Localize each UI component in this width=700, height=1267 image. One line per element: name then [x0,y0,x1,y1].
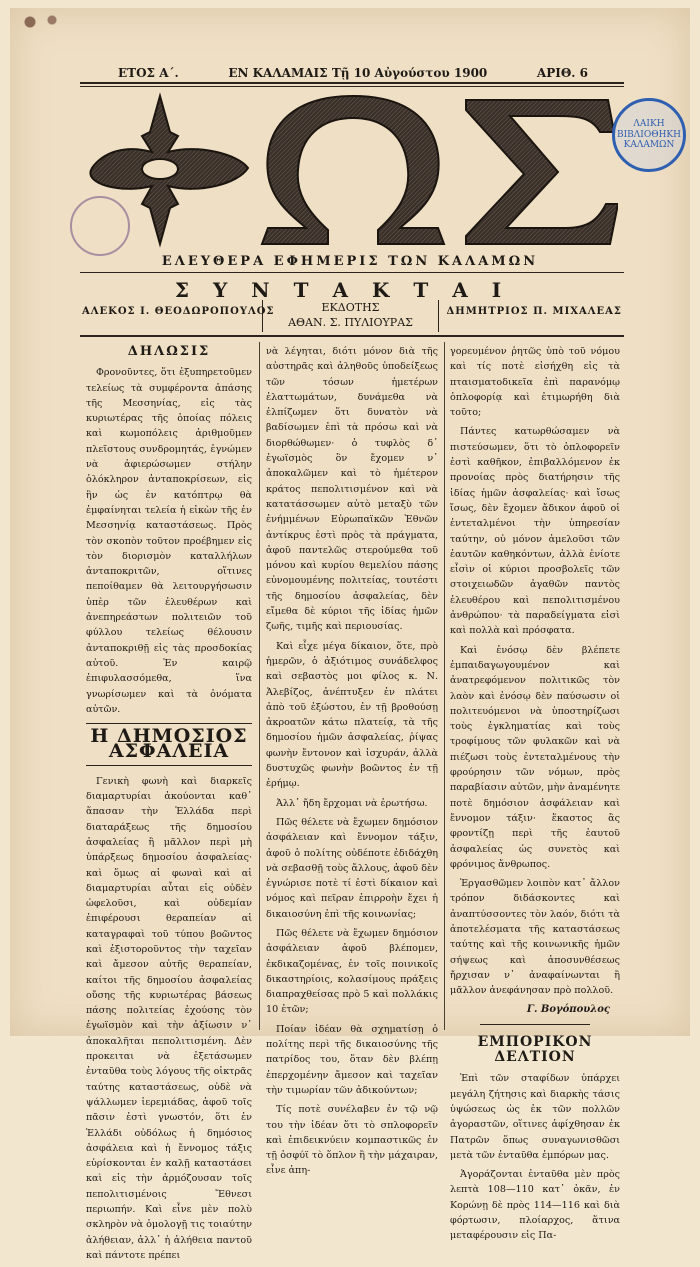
header-rule-bottom [80,86,624,87]
bulletin-title: ΕΜΠΟΡΙΚΟΝ ΔΕΛΤΙΟΝ [477,1033,593,1066]
col2-para-7: Τίς ποτὲ συνέλαβεν ἐν τῷ νῷ του τὴν ἰδέαν ὅτι τὸ σπλοφορεῖν καὶ ἐπιδεικνύειν κομπαστικῶς ἐν τῇ ὀσφύϊ τὸ ὅπλον ἢ τὴν μάχαιραν, εἶνε ἀπη- [266,1104,438,1177]
notice-title: ΔΗΛΩΣΙΣ [127,344,211,359]
col3-para-4: Ἐργασθῶμεν λοιπὸν κατ᾽ ἄλλον τρόπον διδάσκοντες καὶ ἀναπτύσσοντες τὸν λαόν, διότι τὰ ἀποτελέσματα τῆς καταστάσεως ταύτης καὶ τῆς κοινωνικῆς ἡμῶν σήψεως καὶ ἀποσυνθέσεως ἤρχισαν ν᾽ ἀναφαίνωνται ἢ μᾶλλον ἀνεφάνησαν πρὸ πολλοῦ. [450,878,620,997]
column-divider-2 [444,342,445,1030]
publisher-box [262,300,439,332]
year-label: ΕΤΟΣ Α΄. [118,66,179,80]
col3-para-3: Καὶ ἐνόσῳ δὲν βλέπετε ἐμπαιδαγωγουμένον καὶ ἀνατρεφόμενον πολιτικῶς τὸν λαὸν καὶ ἐνόσῳ δὲν παύσωσιν οἱ πολιτευόμενοι νὰ ὑποστηρίζωσι τοὺς ἐγκληματίας καὶ τοὺς τροφίμους τῶν φυλακῶν καὶ νὰ πιέζωσι τοὺς ἐντεταλμένους τὴν φρούρησιν τῶν νόμων, πρὸς παραβίασιν αὐτῶν, μὴν ἀναμένητε ποτὲ δημόσιον ἀσφάλειαν καὶ ἔννομον τάξιν· ἕκαστος ἂς φροντίζῃ περὶ τῆς ἑαυτοῦ ἀσφαλείας ὡς συνετὸς καὶ φρόνιμος ἄνθρωπος. [450,644,620,870]
masthead-title [88,92,618,252]
column-1 [86,340,252,1267]
article-signature: Γ. Βογόπουλος [526,1004,610,1016]
library-stamp-text: ΛΑΙΚΗ ΒΙΒΛΙΟΘΗΚΗ ΚΑΛΑΜΩΝ [616,118,681,151]
editors-block [82,298,622,334]
col2-para-3: Ἀλλ᾽ ἤδη ἔρχομαι νὰ ἐρωτήσω. [276,797,428,809]
editor-right: ΔΗΜΗΤΡΙΟΣ Π. ΜΙΧΑΛΕΑΣ [446,306,622,317]
col2-para-2: Καὶ εἶχε μέγα δίκαιον, ὅτε, πρὸ ἡμερῶν, ὁ ἀξιότιμος συνάδελφος καὶ σεβαστὸς μοι φίλος κ. Ν. Ἀλεβίζος, ἀνέπτυξεν ἐν πλάτει ἀπὸ τοῦ ἐξώστου, ἐν τῇ βροθούσῃ ἀκροατῶν κάτω πλατείᾳ, τὰ τῆς δημοσίου ἡμῶν ἀσφαλείας, ῥίψας φωνὴν ἔντονον καὶ ἰσχυράν, ἀλλὰ δυστυχῶς φωνὴν βοῶντος ἐν τῇ ἐρήμῳ. [266,640,438,790]
editors-heading: ΣΥΝΤΑΚΤΑΙ [174,278,526,302]
column-divider-1 [259,342,260,1030]
notice-text: Φρονοῦντες, ὅτι ἐξυπηρετοῦμεν τελείως τὰ συμφέροντα ἁπάσης τῆς Μεσσηνίας, εἰς τὰς κυριωτέρας τῆς ὁποίας πόλεις καὶ κωμοπόλεις ἀριθμοῦμεν πλεῖστους συνδρομητάς, ἐγνώμεν νὰ ἀφιερώσωμεν στήλην ὁλόκληρον ἀνταποκρίσεων, εἰς ἣν ὡς ἐν κατόπτρῳ θὰ ἐμφαίνηται τελεία ἡ εἰκὼν τῆς ἐν Μεσσηνίᾳ καταστάσεως. Πρὸς τὸν σκοπὸν τοῦτον προέβημεν εἰς τὸν διορισμὸν καταλλήλων ἀνταποκριτῶν, οἵτινες πεποίθαμεν θὰ λειτουργήσωσιν ὑπὲρ τῶν ἐλευθέρων καὶ ἀνεπηρεάστων πολιτειῶν τοῦ φύλλου τελείως θέλουσιν ἀνταποκριθῇ εἰς τὰς προσδοκίας αὐτοῦ. Ἐν καιρῷ ἐπιφυλασσόμεθα, ἵνα γνωρίσωμεν καὶ τὰ ὀνόματα αὐτῶν. [86,367,252,715]
omega-letter [262,96,444,244]
col2-para-6: Ποίαν ἰδέαν θὰ σχηματίσῃ ὁ πολίτης περὶ τῆς δικαιοσύνης τῆς πατρίδος του, ὅταν δὲν βλέπῃ ἐπερχομένην ἄμεσον καὶ ταχεῖαν τὴν τιμωρίαν τῶν ἀδικούντων; [266,1023,438,1096]
header-rule-top [80,82,624,84]
col3-para-1: γορευμένον ῥητῶς ὑπὸ τοῦ νόμου καὶ τίς ποτὲ εἰσήχθη εἰς τὰ πταισματοδικεῖα ἐπὶ παρανόμῳ ὁπλοφορίᾳ καὶ ἐτιμωρήθη διὰ τοῦτο; [450,346,620,419]
masthead-letters [88,92,618,252]
col2-para-5: Πῶς θέλετε νὰ ἔχωμεν δημόσιον ἀσφάλειαν ἀφοῦ βλέπομεν, ἐκδικαζομένας, ἐν τοῖς ποινικοῖς δικαστηρίοις, κολασίμους πράξεις διαπραχθείσας πρὸ 5 καὶ πολλάκις 10 ἐτῶν; [266,927,438,1016]
header-line [118,66,588,80]
library-stamp [612,98,686,172]
column-2 [266,344,438,1183]
publisher-label: ΕΚΔΟΤΗΣ [321,301,380,314]
faded-stamp [70,196,130,256]
article-text: Γενικὴ φωνὴ καὶ διαρκεῖς διαμαρτυρίαι ἀκούονται καθ᾽ ἅπασαν τὴν Ἑλλάδα περὶ διαταράξεως τῆς δημοσίου ἀσφαλείας ἢ μᾶλλον περὶ μὴ ὑπάρξεως δημοσίου ἀσφαλείας· καὶ ὅμως αἱ φωναὶ καὶ αἱ διαμαρτυρίαι αὗται εἰς οὐδὲν ὠφελοῦσι, καὶ οὐδεμίαν ἐπιφέρουσι θεραπείαν αἱ καταγραφαὶ τοῦ τύπου βοῶντος καὶ ἐξιστοροῦντος τὴν ταχεῖαν καὶ ἄμεσον αὐτῆς θεραπείαν, καίτοι τῆς δημοσίου ἀσφαλείας οὔσης τῆς κυριωτέρας βάσεως πάσης πολιτείας ἐχούσης τὸν ἐγωϊσμὸν καὶ τὴν ἀξίωσιν ν᾽ ἀποκαλῆται πεπολιτισμένη. Δὲν προκειται νὰ ἐξετάσωμεν ἐνταῦθα τοὺς λόγους τῆς οἰκτρᾶς ταύτης καταστάσεως, οὐδὲ νὰ ψάλλωμεν ἱερεμιάδας, ἀφοῦ τοῖς πᾶσιν ἐστὶ γνωστόν, ὅτι ἐν Ἑλλάδι οὐδόλως ἡ δημόσιος ἀσφάλεια καὶ ἡ ἔννομος τάξις εὑρίσκονται ἐν καλῇ καταστάσει καὶ εἰς τὴν ἁρμόζουσαν τοῖς πεπολιτισμένοις Ἔθνεσι περιωπήν. Καὶ εἶνε μὲν πολὺ σκληρὸν νὰ ὁμολογῇ τις τοιαύτην ἀλήθειαν, ἀλλ᾽ ἡ ἀλήθεια παντοῦ καὶ πάντοτε πρέπει [86,775,252,1261]
col2-para-1: νὰ λέγηται, διότι μόνον διὰ τῆς αὐστηρᾶς καὶ ἀληθοῦς ὑποδείξεως τῶν τόσων ἡμετέρων ἐλαττωμάτων, δυνάμεθα νὰ ἐλπίζωμεν ὅτι δυνατὸν νὰ βαδίσωμεν ἐπὶ τὰ πρόσω καὶ νὰ διορθώθωμεν· ὁ τυφλὸς δ᾽ ἐγωϊσμὸς ὃν ἔχομεν ν᾽ ἀποκαλῶμεν καὶ τὸ ἡμέτερον κράτος πεπολιτισμένον καὶ νὰ κατατάσσωμεν αὐτὸ μεταξὺ τῶν ἐνήμμένων Εὐρωπαϊκῶν Ἐθνῶν ἀντίκρυς ἐστὶ πρὸς τὰ πράγματα, ἀφοῦ παντελῶς στερούμεθα τοῦ μόνου καὶ κυρίου θεμελίου πάσης εὐνομουμένης πολιτείας, τουτέστι τῆς δημοσίου ἀσφαλείας, δὲν εἴμεθα δὲ κύριοι τῆς ἰδίας ἡμῶν ζωῆς, τιμῆς καὶ περιουσίας. [266,346,438,633]
col3-para-2: Πάντες κατωρθώσαμεν νὰ πιστεύσωμεν, ὅτι τὸ ὁπλοφορεῖν ἐστὶ καθῆκον, ἐπιβαλλόμενον ἐκ προνοίας πρὸς διατήρησιν τῆς ἰδίας ἡμῶν ἀσφαλείας· καὶ ἴσως ἴσως, δὲν ἔχομεν ἄδικον ἀφοῦ οἱ ἐντεταλμένοι τὴν ὑπηρεσίαν ταύτην, οὐ μόνον ἀμελοῦσι τῶν ἑαυτῶν καθηκόντων, ἀλλὰ ἐνίοτε εἶσὶν οἱ κύριοι προσβολεῖς τῶν στοιχειωδῶν ἀγαθῶν παντὸς ἐλευθέρου καὶ πεπολιτισμένου ἀνθρώπου· τὰ παραδείγματα εἰσὶ καὶ πολλὰ καὶ πρόσφατα. [450,426,620,637]
col2-para-4: Πῶς θέλετε νὰ ἔχωμεν δημόσιον ἀσφάλειαν καὶ ἔννομον τάξιν, ἀφοῦ ὁ πολίτης οὐδέποτε ἐδιδάχθη νὰ σεβασθῇ τοὺς ἄλλους, ἀφοῦ δὲν ἐγνώρισε ποτὲ τί ἐστὶ δίκαιον καὶ νόμος καὶ πεῖραν ἐπιρροὴν ἔχει ἡ δικαιοσύνη ἐπὶ τῆς κοινωνίας; [266,816,438,920]
editors-rule [80,335,624,337]
issue-number: ΑΡΙΘ. 6 [536,66,588,80]
column-3 [450,344,620,1248]
masthead-subtitle: ΕΛΕΥΘΕΡΑ ΕΦΗΜΕΡΙΣ ΤΩΝ ΚΑΛΑΜΩΝ [161,254,539,269]
publisher-name: ΑΘΑΝ. Σ. ΠΥΛΙΟΥΡΑΣ [288,316,413,329]
bulletin-para-2: Ἀγοράζονται ἐνταῦθα μὲν πρὸς λεπτὰ 108—110 κατ᾽ ὀκᾶν, ἐν Κορώνῃ δὲ πρὸς 114—116 καὶ διὰ φόρτωσιν, πλοίαρχος, ἅτινα μεταφέρουσιν εἰς Πα- [450,1169,620,1242]
editor-left: ΑΛΕΚΟΣ Ι. ΘΕΟΔΩΡΟΠΟΥΛΟΣ [82,306,275,317]
article-title: Η ΔΗΜΟΣΙΟΣ ΑΣΦΑΛΕΙΑ [86,723,252,766]
subtitle-rule [80,272,624,273]
sigma-letter [466,100,618,244]
bulletin-para-1: Ἐπὶ τῶν σταφίδων ὑπάρχει μεγάλη ζήτησις καὶ διαρκὴς τάσις ὑψώσεως ὡς ἐκ τῶν πολλῶν ἀγοραστῶν, οἵτινες ἀφίχθησαν ἐκ Πατρῶν ὅπως συναγωνισθῶσι μετὰ τῶν ἐνταῦθα ἐμπόρων μας. [450,1073,620,1161]
place-date: ΕΝ ΚΑΛΑΜΑΙΣ Τῇ 10 Αὐγούστου 1900 [228,66,488,80]
signature-rule [480,1024,590,1025]
paper-stain [10,8,70,48]
